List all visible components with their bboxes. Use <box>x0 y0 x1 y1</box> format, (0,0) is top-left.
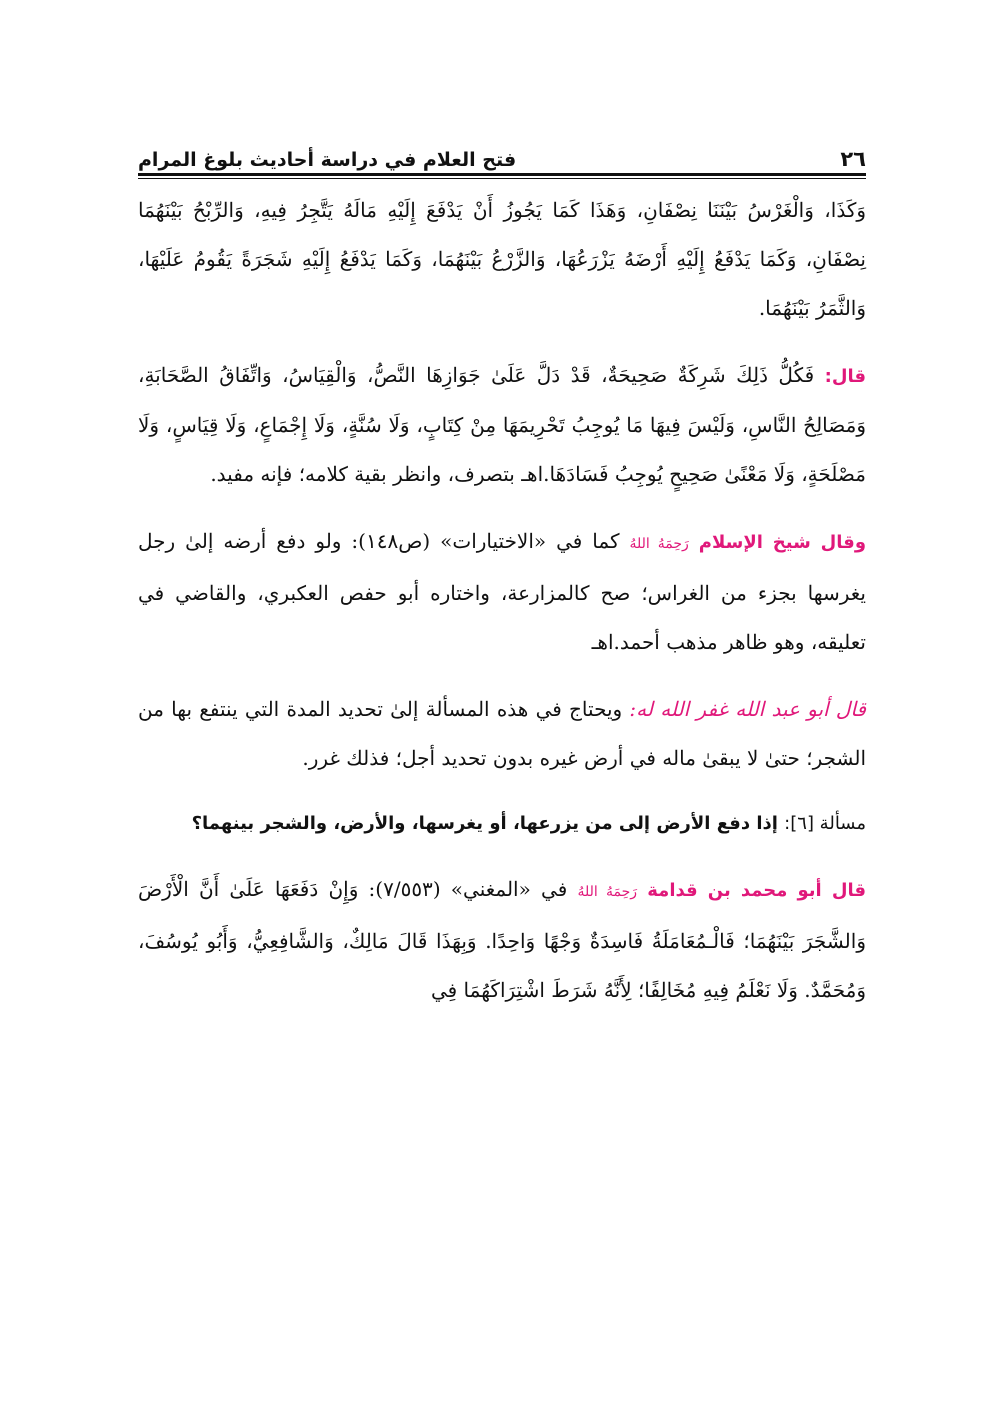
page-body <box>138 186 866 1033</box>
book-title: فتح العلام في دراسة أحاديث بلوغ المرام <box>138 149 517 171</box>
paragraph-author-note <box>138 685 866 783</box>
issue-title: إذا دفع الأرض إلى من يزرعها، أو يغرسها، والأرض، والشجر بينهما؟ <box>191 813 785 834</box>
page-number: ٢٦ <box>840 147 866 171</box>
paragraph-text: فَكُلُّ ذَلِكَ شَرِكَةٌ صَحِيحَةٌ، قَدْ دَلَّ عَلَىٰ جَوَازِهَا النَّصُّ، وَالْقِيَاسُ، وَاتِّفَاقُ الصَّحَابَةِ، وَمَصَالِحُ النَّاسِ، وَلَيْسَ فِيهَا مَا يُوجِبُ تَحْرِيمَهَا مِنْ كِتَابٍ، وَلَا سُنَّةٍ، وَلَا إِجْمَاعٍ، وَلَا قِيَاسٍ، وَلَا مَصْلَحَةٍ، وَلَا مَعْنًىٰ صَحِيحٍ يُوجِبُ فَسَادَهَا.اهـ بتصرف، وانظر بقية كلامه؛ فإنه مفيد. <box>138 363 866 486</box>
paragraph-text: كما في «الاختيارات» (ص١٤٨): ولو دفع أرضه إلىٰ رجل يغرسها بجزء من الغراس؛ صح كالمزارعة، واختاره أبو حفص العكبري، والقاضي في تعليقه، وهو ظاهر مذهب أحمد.اهـ <box>138 529 866 654</box>
speaker-label: وقال شيخ الإسلام <box>698 532 867 553</box>
paragraph-text: ويحتاج في هذه المسألة إلىٰ تحديد المدة التي ينتفع بها من الشجر؛ حتىٰ لا يبقىٰ ماله في أرض غيره بدون تحديد أجل؛ فذلك غرر. <box>138 697 866 770</box>
header-rule-thick <box>138 173 866 176</box>
issue-heading <box>138 801 866 847</box>
running-header <box>138 133 866 171</box>
header-rule-thin <box>138 178 866 179</box>
paragraph-quote <box>138 351 866 499</box>
paragraph-ibn-taymiyya <box>138 517 866 667</box>
honorific: رَحِمَهُ اللهُ <box>577 884 638 900</box>
honorific: رَحِمَهُ اللهُ <box>629 536 689 552</box>
issue-number: مسألة [٦]: <box>784 813 866 834</box>
paragraph-ibn-qudama <box>138 865 866 1015</box>
paragraph-text: في «المغني» (٧/٥٥٣): وَإِنْ دَفَعَهَا عَلَىٰ أَنَّ الْأَرْضَ وَالشَّجَرَ بَيْنَهُمَا؛ فَالْـمُعَامَلَةُ فَاسِدَةٌ وَجْهًا وَاحِدًا. وَبِهَذَا قَالَ مَالِكٌ، وَالشَّافِعِيُّ، وَأَبُو يُوسُفَ، وَمُحَمَّدٌ. وَلَا نَعْلَمُ فِيهِ مُخَالِفًا؛ لِأَنَّهُ شَرَطَ اشْتِرَاكَهُمَا فِي <box>138 877 866 1002</box>
author-label: قال أبو عبد الله غفر الله له: <box>629 697 866 721</box>
speaker-label: قال: <box>824 366 866 387</box>
paragraph-text: وَكَذَا، وَالْغَرْسُ بَيْنَنَا نِصْفَانِ، وَهَذَا كَمَا يَجُوزُ أَنْ يَدْفَعَ إِلَيْهِ مَالَهُ يَتَّجِرُ فِيهِ، وَالرِّبْحُ بَيْنَهُمَا نِصْفَانِ، وَكَمَا يَدْفَعُ إِلَيْهِ أَرْضَهُ يَزْرَعُهَا، وَالزَّرْعُ بَيْنَهُمَا، وَكَمَا يَدْفَعُ إِلَيْهِ شَجَرَةً يَقُومُ عَلَيْهَا، وَالثَّمَرُ بَيْنَهُمَا. <box>138 198 866 320</box>
paragraph-continuation <box>138 186 866 333</box>
speaker-label: قال أبو محمد بن قدامة <box>647 880 866 901</box>
